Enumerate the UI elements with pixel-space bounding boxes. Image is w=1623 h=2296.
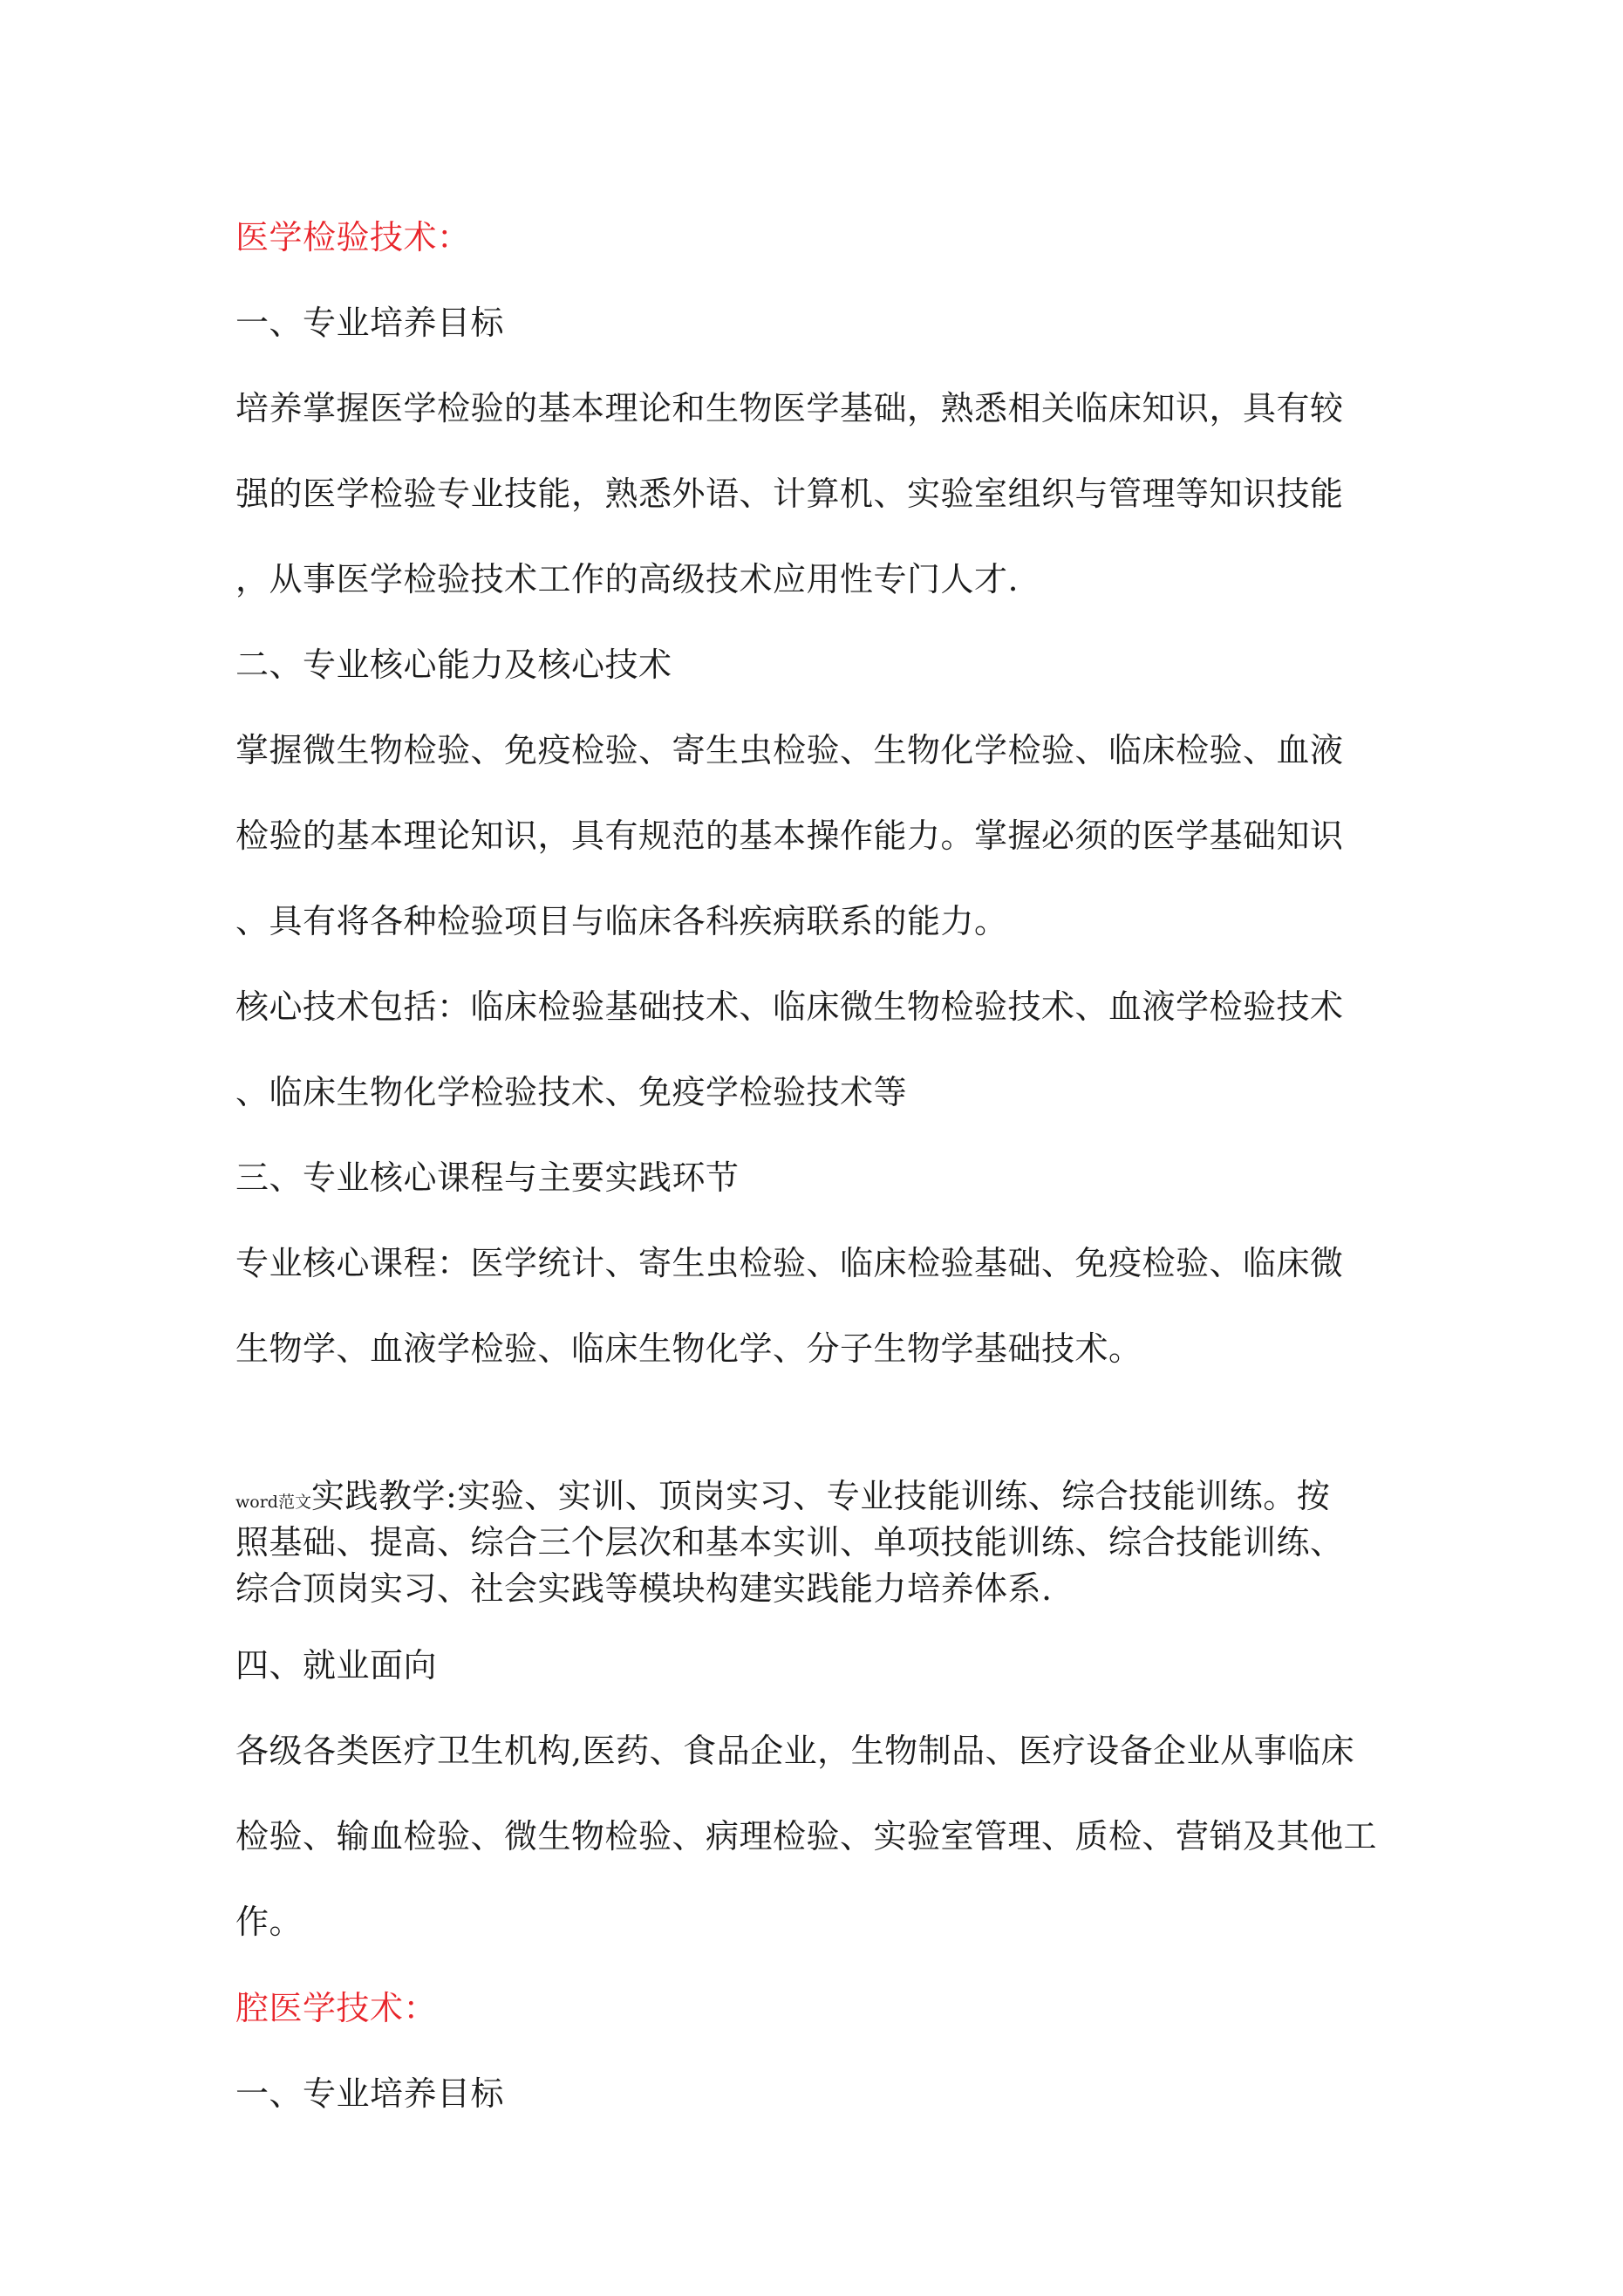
paragraph-line: 检验的基本理论知识，具有规范的基本操作能力。掌握必须的医学基础知识 <box>235 817 1344 855</box>
word-template-tag: word范文 <box>235 1493 311 1512</box>
paragraph-line: 掌握微生物检验、免疫检验、寄生虫检验、生物化学检验、临床检验、血液 <box>235 731 1344 769</box>
paragraph-text: 实践教学:实验、实训、顶岗实习、专业技能训练、综合技能训练。按 <box>310 1477 1331 1515</box>
section-title: 医学检验技术： <box>235 218 471 256</box>
paragraph-line: 培养掌握医学检验的基本理论和生物医学基础，熟悉相关临床知识，具有较 <box>235 389 1344 427</box>
section-heading-core: 二、专业核心能力及核心技术 <box>235 646 672 684</box>
paragraph-line: 强的医学检验专业技能，熟悉外语、计算机、实验室组织与管理等知识技能 <box>235 475 1344 513</box>
paragraph-line: 综合顶岗实习、社会实践等模块构建实践能力培养体系. <box>235 1569 1053 1608</box>
practice-line-first <box>235 1477 1330 1521</box>
paragraph-line: 核心技术包括：临床检验基础技术、临床微生物检验技术、血液学检验技术 <box>235 987 1344 1026</box>
paragraph-line: 生物学、血液学检验、临床生物化学、分子生物学基础技术。 <box>235 1329 1142 1368</box>
section-heading-goal: 一、专业培养目标 <box>235 2074 505 2113</box>
paragraph-line: 各级各类医疗卫生机构,医药、食品企业，生物制品、医疗设备企业从事临床 <box>235 1732 1355 1770</box>
section-title: 腔医学技术： <box>235 1989 438 2027</box>
paragraph-line: ，从事医学检验技术工作的高级技术应用性专门人才. <box>235 560 1019 598</box>
paragraph-line: 、具有将各种检验项目与临床各科疾病联系的能力。 <box>235 902 1008 940</box>
paragraph-line: 作。 <box>235 1903 303 1941</box>
paragraph-line: 专业核心课程：医学统计、寄生虫检验、临床检验基础、免疫检验、临床微 <box>235 1244 1344 1282</box>
section-heading-goal: 一、专业培养目标 <box>235 304 505 342</box>
section-heading-courses: 三、专业核心课程与主要实践环节 <box>235 1158 740 1197</box>
paragraph-line: 检验、输血检验、微生物检验、病理检验、实验室管理、质检、营销及其他工 <box>235 1817 1378 1855</box>
paragraph-line: 照基础、提高、综合三个层次和基本实训、单项技能训练、综合技能训练、 <box>235 1523 1344 1561</box>
paragraph-line: 、临床生物化学检验技术、免疫学检验技术等 <box>235 1073 908 1111</box>
section-heading-jobs: 四、就业面向 <box>235 1646 438 1684</box>
